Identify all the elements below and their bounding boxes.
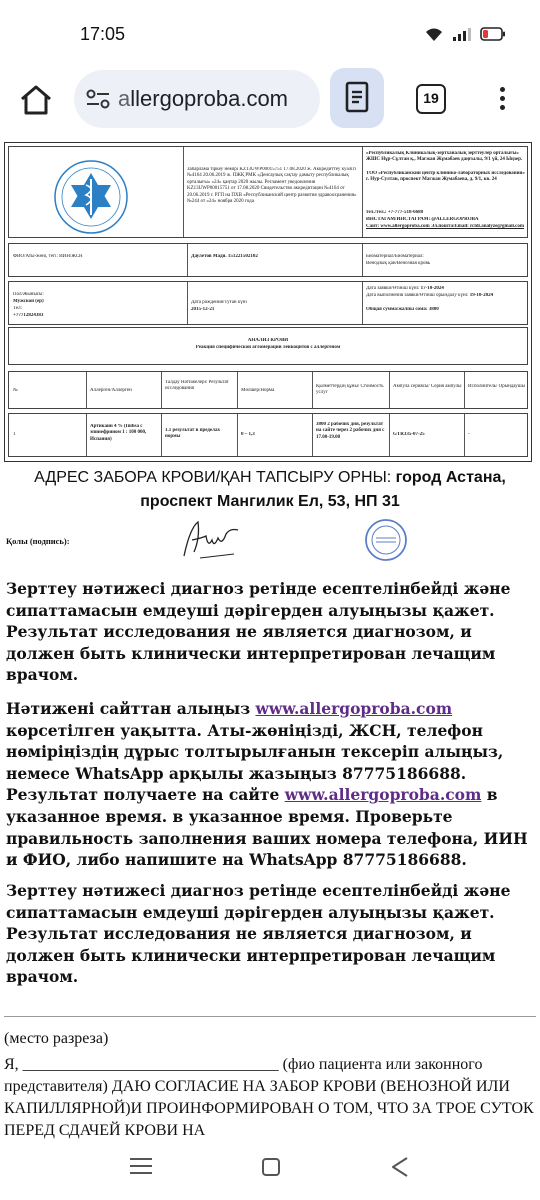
row-allergen: Артикаин 4 % (Inibsa с эпинефрином 1 : 100 000, Испания) xyxy=(90,424,147,442)
clinic-site[interactable]: Сайт: www.allergoproba.com Эл.пошта/Email: rcldi.analyze@gmail.com xyxy=(366,224,525,229)
clinic-phone: тел./тел.: +7-777-518-6688 xyxy=(366,210,424,215)
signature-label: Қолы (подпись): xyxy=(6,536,70,546)
biomaterial-label: Биоматериал/Биоматериал: xyxy=(366,254,424,259)
analysis-title-box xyxy=(8,327,528,365)
site-link-2[interactable]: www.allergoproba.com xyxy=(284,785,482,805)
col-price: Қызметтердің құны/ Стоимость услуг xyxy=(316,384,384,396)
birth-label: Дата рождения/Туған күні xyxy=(191,300,247,305)
row-executor: - xyxy=(468,432,470,437)
tel-value: +77712824383 xyxy=(13,313,44,318)
col-series: Ампула сериясы/ Серия ампулы xyxy=(393,384,462,389)
address-bar[interactable] xyxy=(74,70,320,128)
tel-label: Тел: xyxy=(13,306,22,311)
cut-label: (место разреза) xyxy=(4,1030,109,1047)
home-icon[interactable] xyxy=(18,82,54,118)
clinic-instagram: ИНСТАГАМ/ИНСТАГРАМ: @ALLERGOPROBA xyxy=(366,217,479,222)
status-icons xyxy=(424,26,506,42)
lab-result-form xyxy=(4,142,532,462)
col-allergen: Аллерген/Аллерген xyxy=(90,388,132,393)
row-no: 1 xyxy=(13,432,16,437)
browser-toolbar xyxy=(0,68,540,132)
more-menu-icon[interactable] xyxy=(494,84,510,116)
clinic-info-kz: «Республикалық Клиникалық-зертханалық зерттеулер орталығы» ЖШС Нұр-Сұлтан қ., Мағжан Жұмабаев даңғылы, 9/1 үй, 24 Ыңзер. xyxy=(366,151,523,163)
col-result: Талдау Нәтижелері/ Результат исследования xyxy=(165,380,229,392)
consent-text: Я, ________________________________ (фио пациента или законного представителя) ДАЮ СОГЛАСИЕ НА ЗАБОР КРОВИ (ВЕНОЗНОЙ ИЛИ КАПИЛЛЯРНОЙ)И ПРОИНФОРМИРОВАН О ТОМ, ЧТО ЗА ТРОЕ СУТОК ПЕРЕД СДАЧЕЙ КРОВИ НА xyxy=(4,1056,534,1139)
document-icon xyxy=(330,68,384,128)
dates-row xyxy=(8,281,528,325)
row-series: GTR335-07-25 xyxy=(393,432,425,437)
registration-info: Забарлама тіркеу нөмірі KZ13UWP00015751 17.08.2020 ж. Аккредиттеу куәлігі №4164 20.06.2019 ж. ПЖҚ РМК «Денсаулық сақтау дамыту республикалық орталығы» «24» қаңтар 2020 жылы. Регламент уведомления KZ13UWP00015751 от 17.08.2020 Свидетельство аккредитации №4164 от 20.06.2019 г. РГП на ПХВ «Республиканский центр развития здравоохранения» №244 от «24» ноября 2020 года xyxy=(187,167,357,205)
wifi-icon xyxy=(424,26,444,42)
system-nav-bar xyxy=(0,1140,540,1200)
document-view[interactable] xyxy=(0,132,540,1140)
results-table-row xyxy=(8,413,528,457)
order-date: Дата заявки/Өтініш күні: 17-10-2024 xyxy=(366,286,444,291)
site-settings-icon[interactable] xyxy=(86,88,110,110)
sex-value: Мужской (ер) xyxy=(13,299,44,304)
patient-row xyxy=(8,243,528,277)
col-norm: Мөлшер/Норма xyxy=(241,388,275,393)
reader-mode-button[interactable] xyxy=(330,68,384,128)
instructions-paragraph: Нәтижені сайттан алыңыз www.allergoproba.com көрсетілген уақытта. Аты-жөніңізді, ЖСН, телефон нөміріңіздің дұрыс толтырылғанын тексеріп алыңыз, немесе WhatsApp арқылы жазыңыз 87775186688. Результат получаете на сайте www.allergoproba.com в указанное время. в указанное время. Проверьте правильность заполнения ваших номера телефона, ИИН и ФИО, либо напишите на WhatsApp 87775186688. xyxy=(6,699,528,870)
disclaimer-paragraph-1: Зерттеу нәтижесі диагноз ретінде есептелінбейді және сипаттамасын емдеуші дәрігерден алуыңызы қажет. Результат исследования не является диагнозом, и должен быть клинически интерпретирован лечащим врачом. xyxy=(6,579,511,685)
site-link-1[interactable]: www.allergoproba.com xyxy=(255,699,453,718)
row-norm: 0 – 1,3 xyxy=(241,432,255,437)
col-no: № xyxy=(13,388,18,393)
row-result: 1.1 результат в пределах нормы xyxy=(165,428,220,440)
back-icon[interactable] xyxy=(390,1156,410,1178)
signal-icon xyxy=(452,26,472,42)
results-table-header xyxy=(8,371,528,409)
analysis-subtitle: Реакция специфической агломерации лейкоцитов с аллергеном xyxy=(195,345,341,350)
analysis-title: АНАЛИЗ КРОВИ xyxy=(247,338,289,343)
fio-value: Даулетов Мади. 151221502102 xyxy=(191,254,258,259)
status-time: 17:05 xyxy=(80,24,126,44)
clinic-logo xyxy=(53,159,129,235)
form-header-row xyxy=(8,146,528,238)
done-date: Дата выполнения заявки/Өтініш орындалу күні: 19-10-2024 xyxy=(366,293,494,298)
col-executor: Исполнитель/ Орындаушы xyxy=(468,384,525,389)
tab-switcher-button[interactable]: 19 xyxy=(416,84,446,114)
disclaimer-paragraph-2: Зерттеу нәтижесі диагноз ретінде есептелінбейді және сипаттамасын емдеуші дәрігерден алуыңызы қажет. Результат исследования не является диагнозом, и должен быть клинически интерпретирован лечащим врачом. xyxy=(6,881,511,987)
battery-icon xyxy=(480,27,506,41)
sex-label: Пол/Жынысы: xyxy=(13,292,44,297)
fio-label: ФИО/Аты-жөні, тегі: ИИН/ЖСН xyxy=(13,254,83,259)
row-price: 3800 2 рабочих дня, результат на сайте через 2 рабочих дня с 17.00-19.00 xyxy=(316,422,385,440)
url-text[interactable]: allergoproba.com xyxy=(118,86,288,111)
birth-value: 2015-12-21 xyxy=(191,307,215,312)
biomaterial-value: Венодзық қан/Венозная кровь xyxy=(366,261,431,266)
stamp-image xyxy=(364,518,408,562)
clinic-info-ru: ТОО «Республиканский центр клинико-лабораторных исследований» г. Нур-Султан, проспект Магжан Жумабаева, д. 9/1, кв. 24 xyxy=(366,171,525,183)
home-nav-icon[interactable] xyxy=(262,1158,280,1176)
status-bar xyxy=(0,0,540,68)
recents-icon[interactable] xyxy=(130,1158,152,1176)
total-sum: Общая сумма/жалпы сома: 3800 xyxy=(366,307,439,312)
signature-image xyxy=(180,518,242,562)
cut-line xyxy=(4,1016,536,1017)
blood-collection-address: АДРЕС ЗАБОРА КРОВИ/ҚАН ТАПСЫРУ ОРНЫ: город Астана, проспект Мангилик Ел, 53, НП 31 xyxy=(34,469,506,510)
